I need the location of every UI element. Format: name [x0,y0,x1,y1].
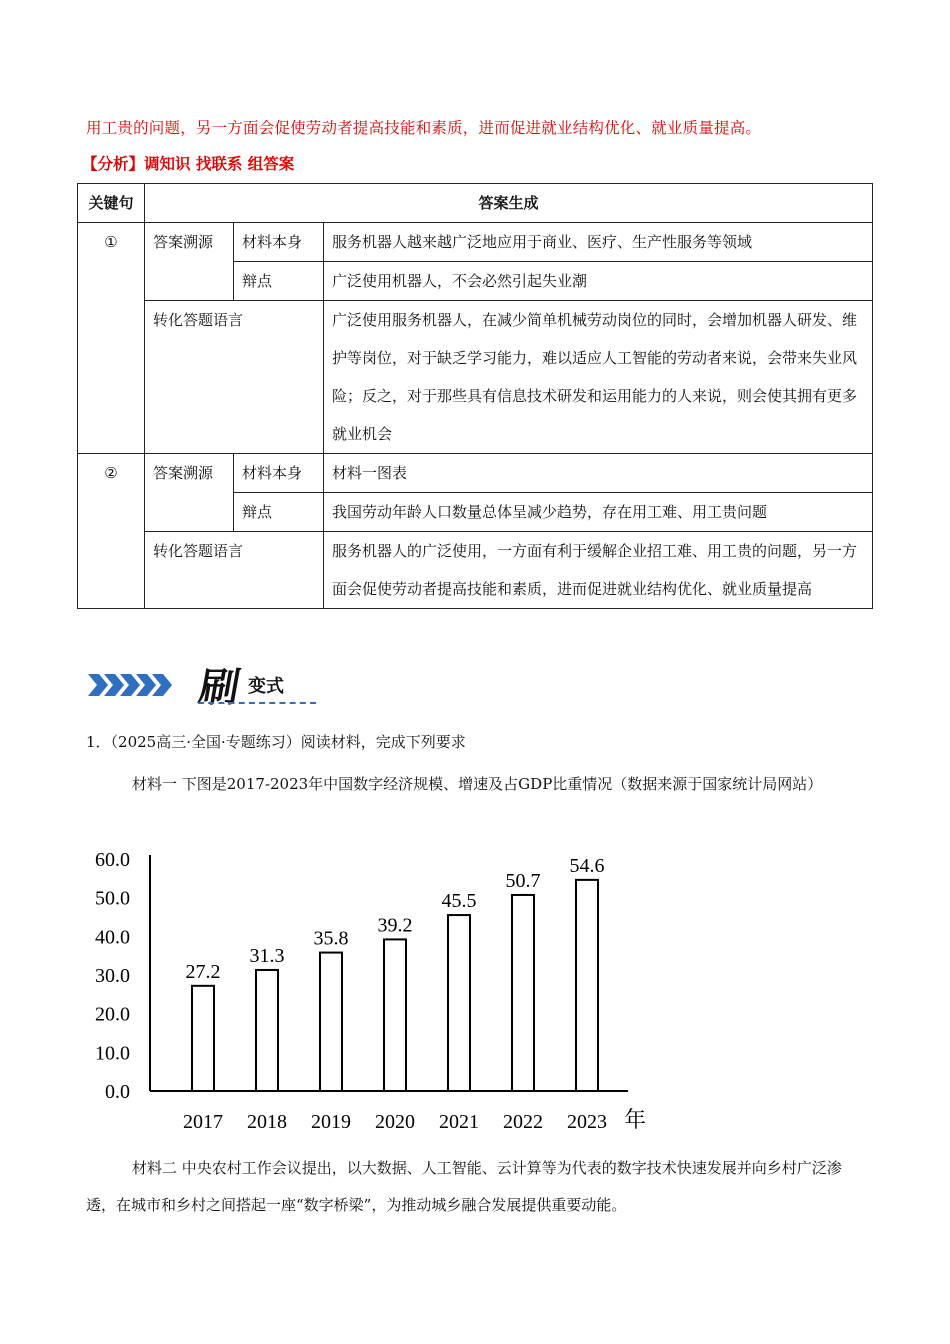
bar-value-label: 27.2 [185,960,221,983]
bar [256,970,278,1091]
question-title: 1．（2025高三·全国·专题练习）阅读材料，完成下列要求 [86,733,466,751]
discern-text: 广泛使用机器人，不会必然引起失业潮 [324,262,873,301]
y-tick-label: 50.0 [95,887,130,910]
y-tick-label: 0.0 [105,1081,130,1103]
bar-value-label: 45.5 [441,890,477,913]
y-tick-label: 40.0 [95,926,130,949]
material-text: 服务机器人越来越广泛地应用于商业、医疗、生产性服务等领域 [324,223,873,262]
bar [384,939,406,1091]
header-answer-generation: 答案生成 [145,184,873,223]
bar [448,915,470,1091]
convert-label: 转化答题语言 [145,532,324,609]
x-tick-label: 2019 [311,1111,351,1133]
bar-value-label: 39.2 [377,914,413,937]
material-one-text: 材料一 下图是2017-2023年中国数字经济规模、增速及占GDP比重情况（数据来源于国家统计局网站） [132,775,823,793]
brush-character: 刷 [195,664,244,711]
variant-section-banner [88,656,318,711]
bar [512,895,534,1091]
analysis-heading: 【分析】调知识 找联系 组答案 [82,155,295,173]
convert-text: 服务机器人的广泛使用，一方面有利于缓解企业招工难、用工贵的问题，另一方面会促使劳动者提高技能和素质，进而促进就业结构优化、就业质量提高 [324,532,873,609]
x-tick-label: 2022 [503,1111,543,1133]
banner-dashed-underline [198,702,316,704]
bar-value-label: 35.8 [313,927,349,950]
material-two-text: 材料二 中央农村工作会议提出，以大数据、人工智能、云计算等为代表的数字技术快速发展并向乡村广泛渗透，在城市和乡村之间搭起一座“数字桥梁”，为推动城乡融合发展提供重要动能。 [86,1159,842,1214]
x-tick-label: 2020 [375,1111,415,1133]
discern-label: 辩点 [234,493,324,532]
x-tick-label: 2021 [439,1111,479,1133]
banner-label: 变式 [248,676,284,697]
answer-table [77,183,873,609]
digital-economy-bar-chart [80,840,680,1140]
table-row [78,223,873,262]
material-label: 材料本身 [234,454,324,493]
x-tick-label: 2018 [247,1111,287,1133]
material-text: 材料一图表 [324,454,873,493]
table-header-row [78,184,873,223]
discern-text: 我国劳动年龄人口数量总体呈减少趋势，存在用工难、用工贵问题 [324,493,873,532]
y-tick-label: 60.0 [95,849,130,871]
bar [192,986,214,1091]
bar-value-label: 50.7 [505,869,541,892]
header-key-sentence: 关键句 [78,184,145,223]
table-row [78,301,873,454]
convert-label: 转化答题语言 [145,301,324,454]
y-tick-label: 30.0 [95,965,130,987]
key-number-2: ② [78,454,145,609]
material-label: 材料本身 [234,223,324,262]
continued-answer-line: 用工贵的问题，另一方面会促使劳动者提高技能和素质，进而促进就业结构优化、就业质量提高。 [86,119,762,137]
chevron-arrows-icon [88,674,168,696]
x-tick-label: 2017 [183,1111,223,1133]
bar [320,953,342,1091]
y-tick-label: 20.0 [95,1003,130,1026]
bar [576,880,598,1091]
y-tick-label: 10.0 [95,1042,130,1065]
discern-label: 辩点 [234,262,324,301]
table-row [78,454,873,493]
bar-value-label: 54.6 [569,854,605,877]
x-tick-label: 2023 [567,1111,607,1133]
bar-value-label: 31.3 [249,944,285,967]
source-label: 答案溯源 [145,454,234,532]
source-label: 答案溯源 [145,223,234,301]
convert-text: 广泛使用服务机器人，在减少简单机械劳动岗位的同时，会增加机器人研发、维护等岗位，对于缺乏学习能力，难以适应人工智能的劳动者来说，会带来失业风险；反之，对于那些具有信息技术研发和运用能力的人来说，则会使其拥有更多就业机会 [324,301,873,454]
table-row [78,532,873,609]
key-number-1: ① [78,223,145,454]
x-axis-unit-label: 年 [624,1107,647,1132]
